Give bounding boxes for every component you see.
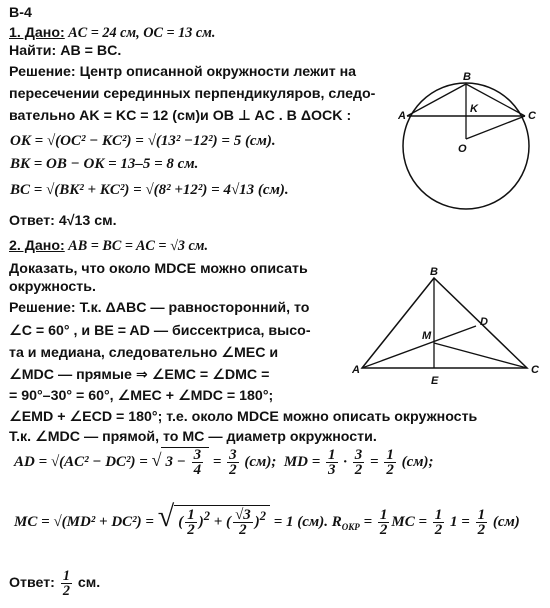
label-a: A — [398, 110, 406, 122]
task1-given-label: 1. Дано: — [9, 25, 65, 41]
task2-answer-fraction: $\frac{1}{2}$ — [62, 567, 70, 599]
task2-solution-line-6: ∠EMD + ∠ECD = 180°; т.е. около MDCE можно описать окружность — [9, 409, 478, 425]
segment-oc — [466, 116, 525, 139]
label-a: A — [352, 364, 360, 376]
task2-answer — [9, 565, 100, 601]
task1-given — [9, 24, 215, 42]
task2-solution-line-2: ∠C = 60° , и BE = AD — биссектриса, высо- — [9, 323, 311, 339]
label-k: K — [470, 103, 478, 115]
task1-eq-ok: OK = √(OC² − KC²) = √(13² −12²) = 5 (см). — [10, 133, 276, 149]
task2-answer-label: Ответ: — [9, 575, 55, 591]
task1-given-text: AC = 24 см, OC = 13 см. — [64, 25, 216, 41]
task1-eq-bk: BK = OB − OK = 13–5 = 8 см. — [10, 156, 199, 172]
task1-solution-line-1: Решение: Центр описанной окружности лежит на — [9, 64, 357, 80]
task1-solution-line-2: пересечении серединных перпендикуляров, следо- — [9, 86, 376, 102]
segment-ab — [407, 84, 466, 116]
task2-prove-line-2: окружность. — [9, 279, 96, 295]
variant-title: B-4 — [9, 5, 32, 21]
task2-given — [9, 237, 208, 255]
label-m: M — [422, 330, 432, 342]
triangle-abc — [362, 278, 527, 368]
ad-lhs: AD = √(AC² − DC²) = — [14, 453, 152, 470]
task2-solution-line-1: Решение: Т.к. ΔABC — равносторонний, то — [9, 300, 310, 316]
label-o: O — [458, 143, 467, 155]
label-c: C — [531, 364, 539, 376]
task2-formula-ad-md: AD = √(AC² − DC²) = √ 3 − $\frac{3}{4}$ = $\frac{3}{2}$ (см); MD = $\frac{1}{3}$ · $\frac{3}{2}$ = $\frac{1}{2}$ (см); — [14, 447, 434, 478]
task2-triangle-figure — [352, 266, 548, 390]
task1-find: Найти: AB = BC. — [9, 43, 122, 59]
task2-solution-line-7: Т.к. ∠MDC — прямой, то MC — диаметр окружности. — [9, 429, 377, 445]
ad-inner: 3 − — [165, 453, 190, 470]
task2-answer-unit: см. — [73, 575, 101, 591]
label-b: B — [430, 266, 438, 278]
task1-solution-line-3: вательно AK = KC = 12 (см)и OB ⊥ AC . В ΔOCK : — [9, 108, 352, 124]
task2-solution-line-3: та и медиана, следовательно ∠MEC и — [9, 345, 279, 361]
task1-answer: Ответ: 4√13 см. — [9, 213, 117, 229]
task2-given-label: 2. Дано: — [9, 238, 65, 254]
task2-prove-line-1: Доказать, что около MDCE можно описать — [9, 261, 308, 277]
label-c: C — [528, 110, 536, 122]
label-d: D — [480, 316, 488, 328]
label-e: E — [431, 375, 439, 387]
task2-formula-mc: MC = √(MD² + DC²) = √ ( $\frac{1}{2}$ )$^2$ + ( $\frac{√3}{2}$ )$^2$ = 1 (см). $R_{ОКР}$ = $\frac{1}{2}$ MC = $\frac{1}{2}$ 1 = $\frac{1}{2}$ (см) — [14, 500, 520, 539]
task1-circle-figure — [398, 66, 548, 221]
task1-eq-bc: BC = √(BK² + KC²) = √(8² +12²) = 4√13 (см). — [10, 182, 289, 198]
task2-solution-line-4: ∠MDC — прямые ⇒ ∠EMC = ∠DMC = — [9, 367, 270, 383]
task2-solution-line-5: = 90°–30° = 60°, ∠MEC + ∠MDC = 180°; — [9, 388, 274, 404]
label-b: B — [463, 71, 471, 83]
task2-given-text: AB = BC = AC = √3 см. — [64, 238, 209, 254]
